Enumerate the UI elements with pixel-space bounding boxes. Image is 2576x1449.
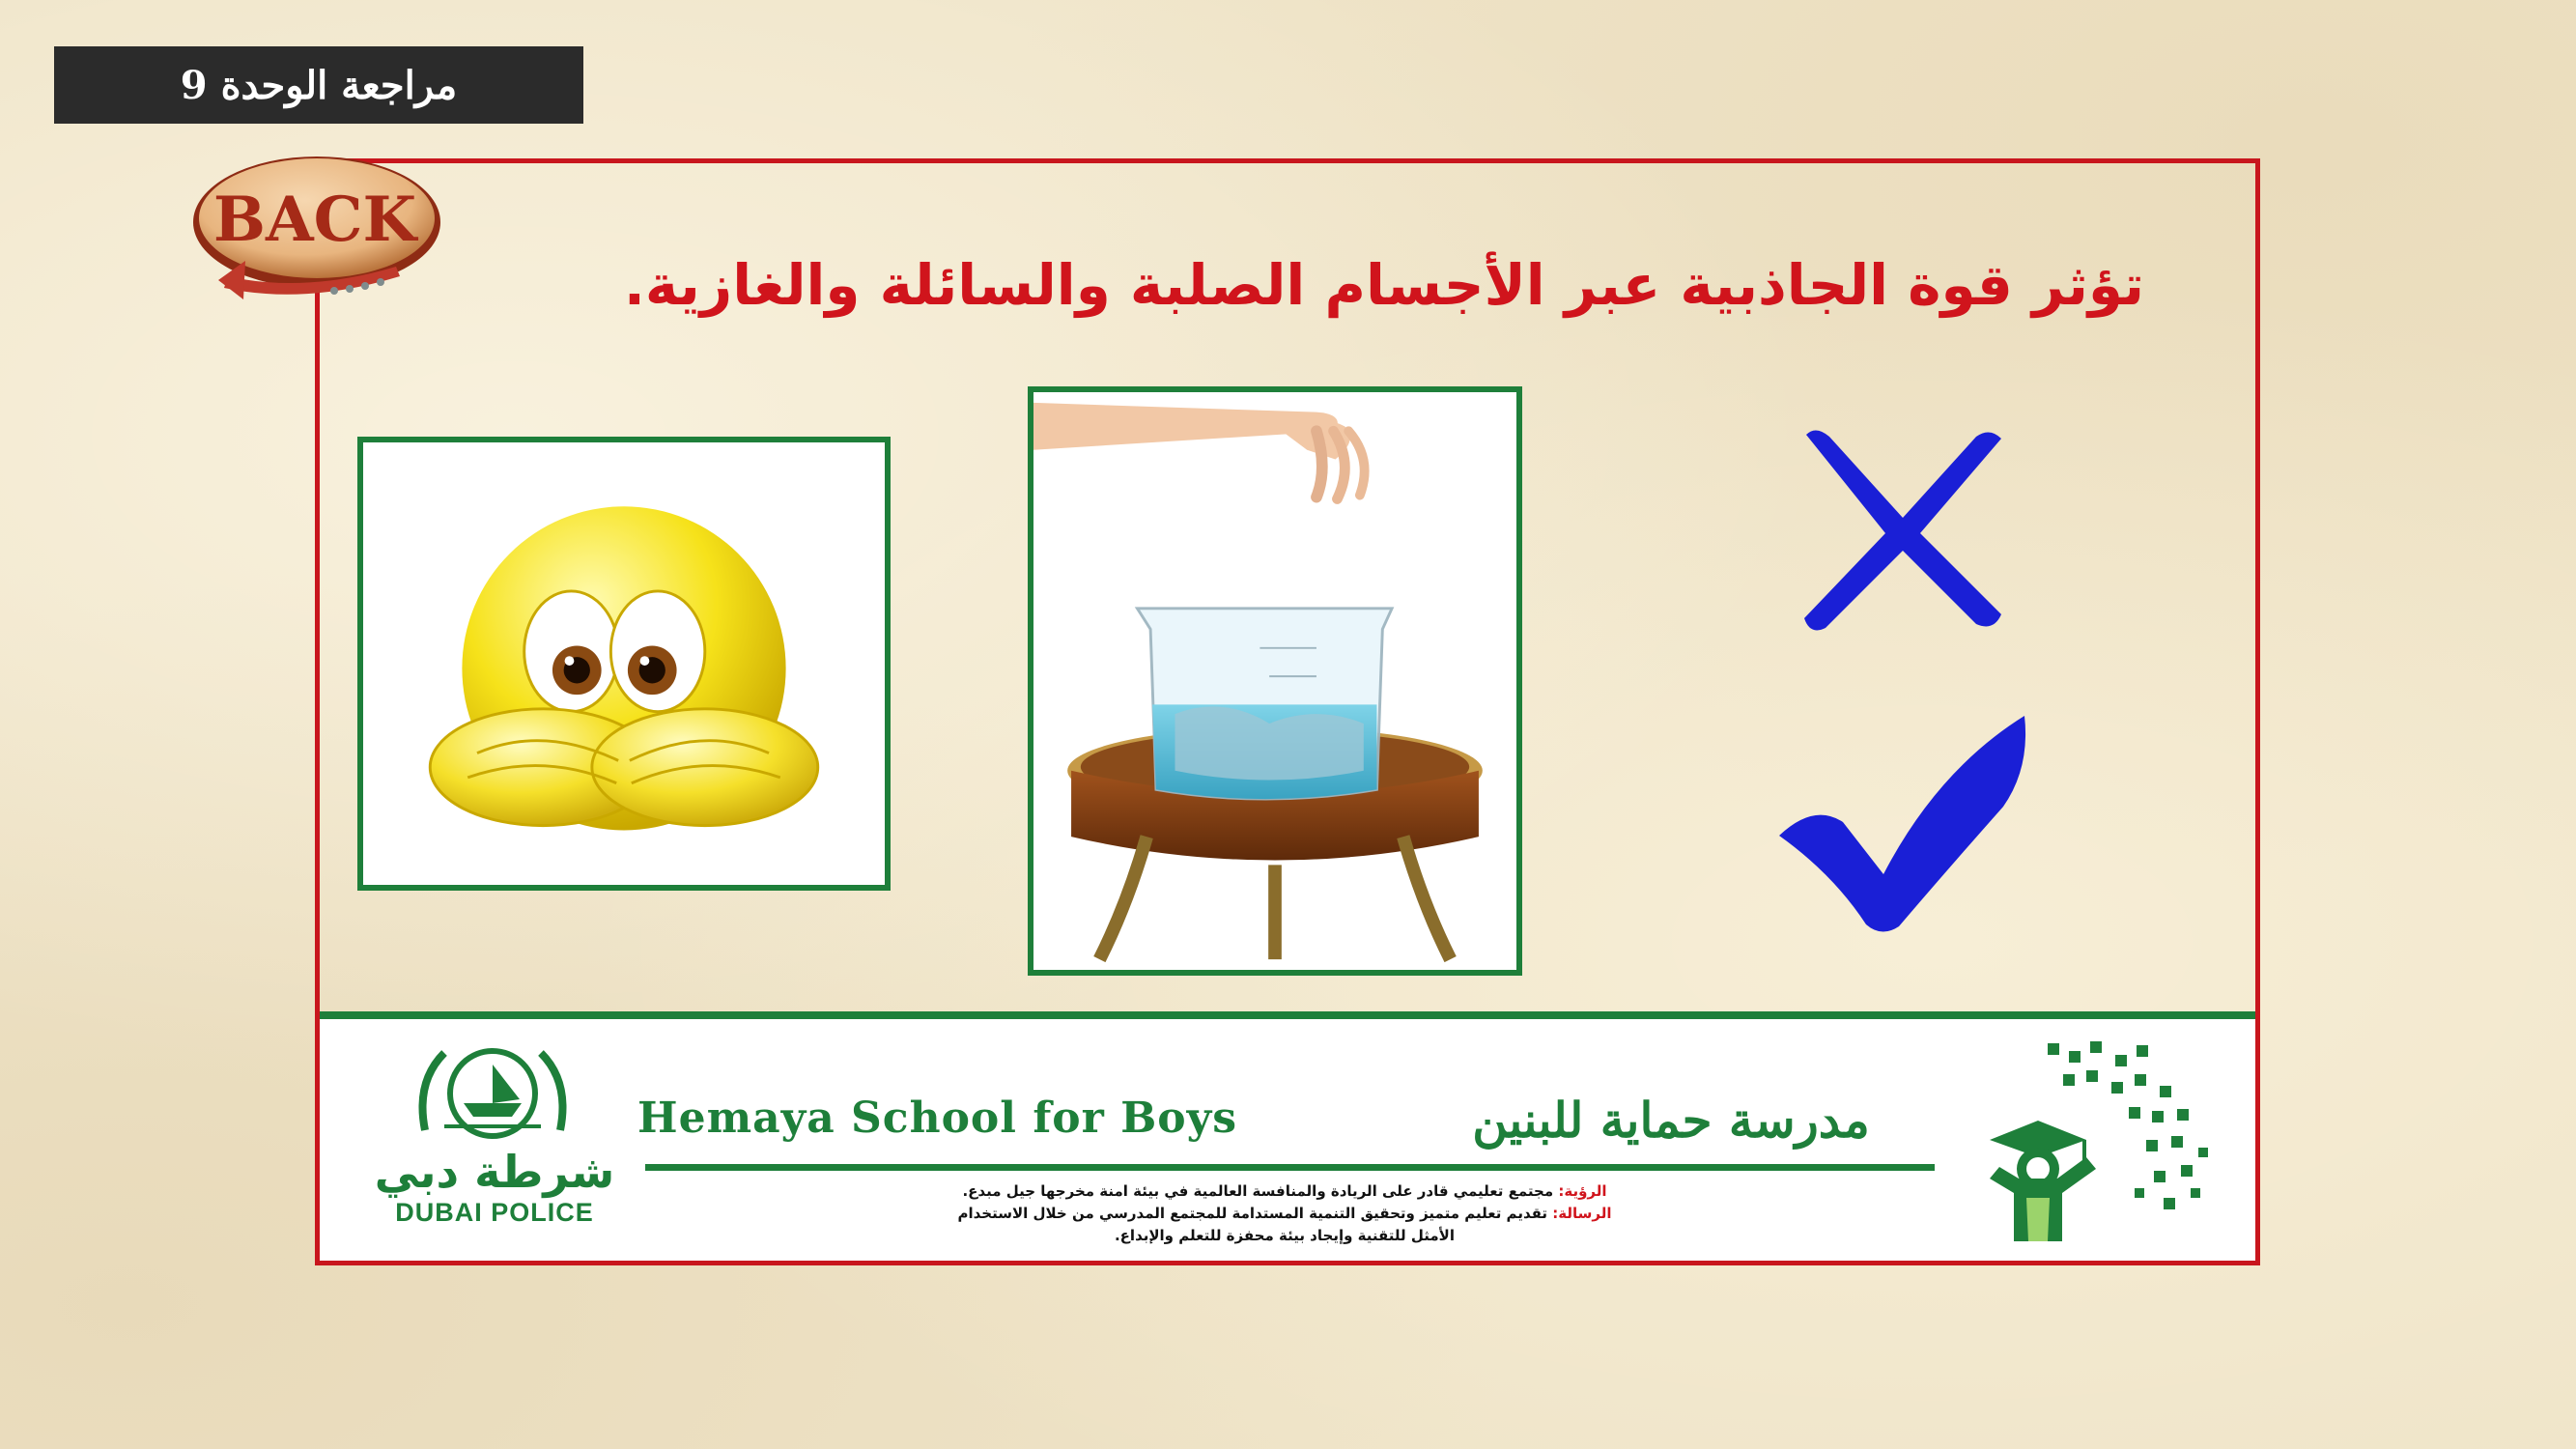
- back-button[interactable]: [189, 153, 450, 317]
- school-name-en: Hemaya School for Boys: [637, 1094, 1237, 1143]
- footer-divider: [645, 1164, 1935, 1171]
- shocked-face-icon: [363, 442, 885, 885]
- mission-line: [908, 1203, 1661, 1225]
- question-text: تؤثر قوة الجاذبية عبر الأجسام الصلبة والسائلة والغازية.: [623, 252, 2144, 318]
- correct-answer-option[interactable]: [1775, 710, 2032, 934]
- school-name-ar: مدرسة حماية للبنين: [1472, 1092, 1870, 1149]
- vision-line: [908, 1180, 1661, 1203]
- vision-text: مجتمع تعليمي قادر على الريادة والمنافسة العالمية في بيئة امنة مخرجها جيل مبدع.: [962, 1182, 1554, 1200]
- mission-line-2: الأمثل للتقنية وإيجاد بيئة محفزة للتعلم والإبداع.: [1114, 1227, 1455, 1244]
- unit-title: مراجعة الوحدة 9: [54, 46, 583, 124]
- hemaya-school-logo: [1970, 1034, 2222, 1246]
- beaker-table-icon: [1033, 392, 1516, 970]
- dubai-police-logo: [406, 1034, 580, 1150]
- x-mark-icon: [1787, 425, 2019, 638]
- vision-mission-text: [908, 1180, 1661, 1247]
- wrong-answer-option[interactable]: [1787, 425, 2019, 638]
- mission-text: تقديم تعليم متميز وتحقيق التنمية المستدامة للمجتمع المدرسي من خلال الاستخدام: [957, 1205, 1548, 1222]
- dubai-police-arabic: شرطة دبي: [374, 1146, 615, 1198]
- mission-label: الرسالة:: [1552, 1205, 1612, 1222]
- check-mark-icon: [1775, 710, 2032, 934]
- emoji-image: [357, 437, 891, 891]
- dubai-police-english: DUBAI POLICE: [395, 1198, 594, 1227]
- school-emblem-icon: [1970, 1034, 2222, 1246]
- police-emblem-icon: [406, 1034, 580, 1150]
- back-arrow-icon: [189, 153, 450, 317]
- vision-label: الرؤية:: [1558, 1182, 1607, 1200]
- beaker-image: [1028, 386, 1522, 976]
- back-label: BACK: [212, 184, 417, 256]
